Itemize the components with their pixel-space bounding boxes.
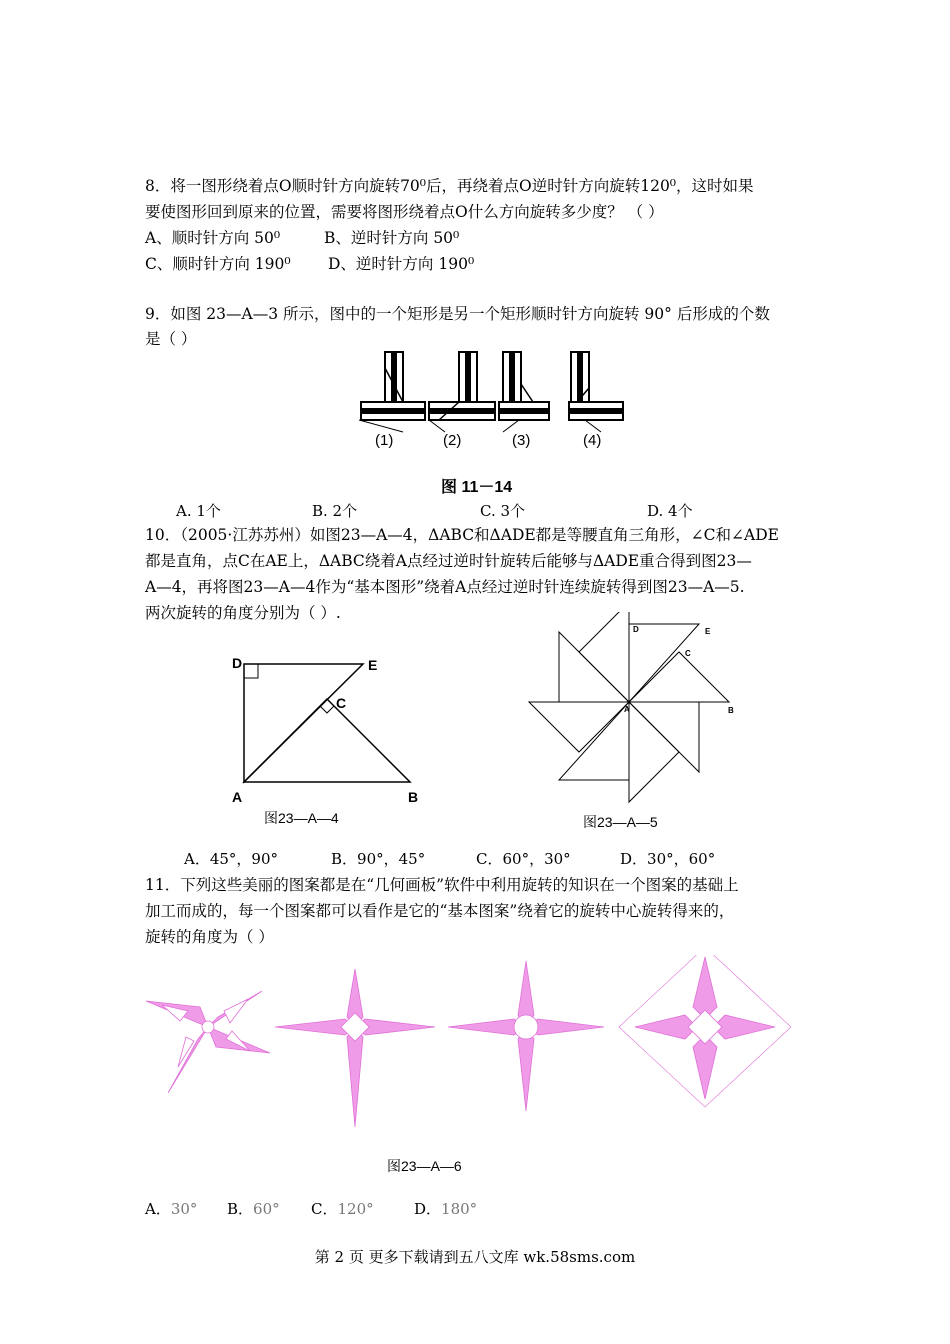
- q10-line1: 10．（2005·江苏苏州）如图23—A—4，ΔABC和ΔADE都是等腰直角三角形，∠C和∠ADE: [145, 526, 779, 544]
- q11-line3: 旋转的角度为（ ）: [145, 928, 274, 946]
- q11-option-b-label: B．: [227, 1200, 254, 1218]
- q9-option-a: A. 1个: [176, 502, 221, 520]
- q11-line1: 11．下列这些美丽的图案都是在“几何画板”软件中利用旋转的知识在一个图案的基础上: [145, 876, 739, 894]
- star-pattern-3: [448, 961, 604, 1111]
- figure-23-a-5-caption: 图23—A—5: [583, 814, 658, 830]
- fig-label-2: (2): [443, 432, 462, 449]
- point-a-small: A: [624, 705, 630, 714]
- q11-option-b: [227, 1198, 280, 1219]
- l-shape-3: [499, 352, 549, 420]
- q11-option-d-label: D．: [414, 1200, 442, 1218]
- q11-option-a-label: A．: [145, 1200, 171, 1218]
- q11-option-c: [311, 1198, 374, 1219]
- q8-line1: 8．将一图形绕着点O顺时针方向旋转70⁰后，再绕着点O逆时针方向旋转120⁰，这时如果: [145, 177, 754, 195]
- q8-line2: 要使图形回到原来的位置，需要将图形绕着点O什么方向旋转多少度？ （ ）: [145, 203, 664, 221]
- q10-line4: 两次旋转的角度分别为（ ）.: [145, 604, 341, 622]
- star-pattern-4: [619, 955, 791, 1107]
- q9-line2: 是（ ）: [145, 330, 197, 348]
- point-a: A: [232, 789, 243, 805]
- fig-label-1: (1): [375, 432, 394, 449]
- fig-label-4: (4): [583, 432, 602, 449]
- point-e-small: E: [705, 627, 711, 636]
- q10-option-b: B．90°，45°: [331, 850, 426, 868]
- q8-option-b: B、逆时针方向 50⁰: [324, 229, 460, 247]
- q11-option-a-value: 30°: [170, 1200, 198, 1218]
- q10-line3: A—4，再将图23—A—4作为“基本图形”绕着A点经过逆时针连续旋转得到图23—A—5.: [145, 578, 745, 596]
- point-d-small: D: [633, 625, 639, 634]
- l-shape-4: [569, 352, 623, 420]
- figure-23-a-4: [228, 650, 428, 810]
- figure-23-a-4-caption: 图23—A—4: [264, 810, 339, 826]
- q11-option-c-label: C．: [311, 1200, 338, 1218]
- point-b: B: [408, 789, 419, 805]
- point-b-small: B: [728, 706, 734, 715]
- figure-11-14-caption: 图 11－14: [441, 479, 513, 496]
- q11-option-b-value: 60°: [253, 1200, 280, 1218]
- star-pattern-1: [146, 991, 270, 1093]
- q8-option-d: D、逆时针方向 190⁰: [328, 255, 475, 273]
- q10-option-d: D．30°，60°: [620, 850, 716, 868]
- q10-option-a: A．45°，90°: [184, 850, 279, 868]
- star-pattern-2: [275, 969, 435, 1127]
- figure-23-a-6-caption: 图23—A—6: [387, 1158, 462, 1174]
- q10-option-c: C．60°，30°: [476, 850, 571, 868]
- fig-label-3: (3): [512, 432, 531, 449]
- point-c: C: [336, 695, 347, 711]
- q9-option-c: C. 3个: [480, 502, 526, 520]
- figure-11-14: [355, 348, 635, 458]
- l-shape-2: [429, 352, 495, 420]
- q8-option-c: C、顺时针方向 190⁰: [145, 255, 291, 273]
- q11-option-c-value: 120°: [337, 1200, 374, 1218]
- point-c-small: C: [685, 649, 691, 658]
- l-shape-1: [361, 352, 425, 420]
- page-footer: 第 2 页 更多下载请到五八文库 wk.58sms.com: [314, 1248, 636, 1266]
- q11-line2: 加工而成的，每一个图案都可以看作是它的“基本图案”绕着它的旋转中心旋转得来的，: [145, 902, 735, 920]
- q11-option-d: [414, 1198, 477, 1219]
- q9-line1: 9．如图 23—A—3 所示，图中的一个矩形是另一个矩形顺时针方向旋转 90° 后形成的个数: [145, 305, 770, 323]
- figure-23-a-6: [140, 955, 810, 1135]
- q10-line2: 都是直角，点C在AE上，ΔABC绕着A点经过逆时针旋转后能够与ΔADE重合得到图23—: [145, 552, 752, 570]
- q8-option-a: A、顺时针方向 50⁰: [145, 229, 281, 247]
- q11-option-a: [145, 1198, 197, 1219]
- q9-option-b: B. 2个: [312, 502, 358, 520]
- point-e: E: [368, 657, 378, 673]
- point-d: D: [232, 655, 243, 671]
- figure-23-a-5: [525, 612, 745, 812]
- q9-option-d: D. 4个: [647, 502, 693, 520]
- q11-option-d-value: 180°: [441, 1200, 478, 1218]
